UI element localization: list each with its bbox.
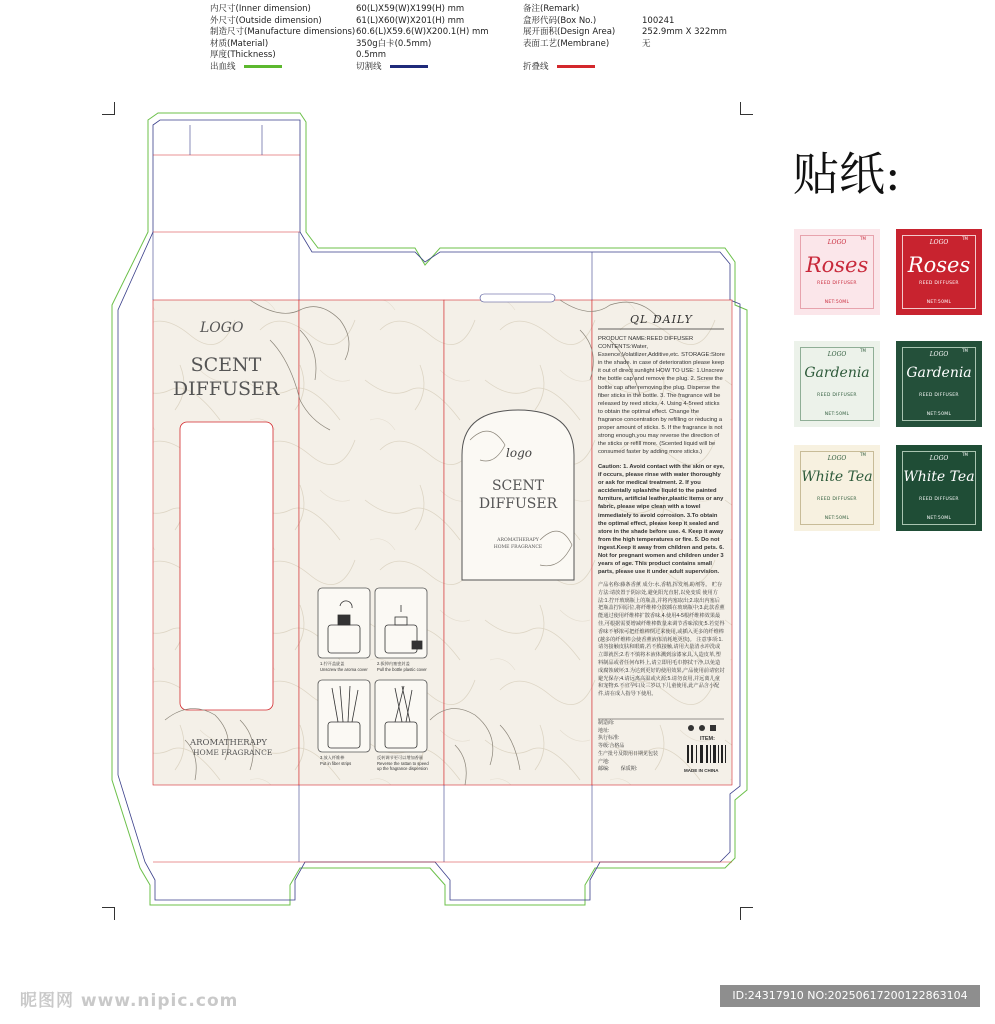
- spec-label: 外尺寸(Outside dimension): [210, 15, 322, 26]
- sticker-logo: LOGO: [827, 239, 847, 246]
- recycle-icons: [688, 725, 716, 731]
- window-cutout: [180, 422, 273, 710]
- legend-label: 折叠线: [523, 61, 549, 72]
- caution-english: Caution: 1. Avoid contact with the skin or eye, if occurs, please rinse with water thoroughly or ask for medical treatment. 2. If you accidentally splashthe liquid to the painted furniture, artificial leather,plastic items or any fabric, please wipe clean with a towel immediately to avoid corrosion. 3.To obtain the optimal effect, please keep it sealed and store in the shade before use. 4. Keep it away from the high temperatures or fire. 5. Do not ingest.Keep it away from children and pets. 6. Not for pregnant women and children under 3 years of age. This product contains small parts, please use it under adult supervision.: [598, 464, 725, 576]
- sticker-subtitle: REED DIFFUSER: [919, 497, 959, 502]
- sticker-logo: LOGO: [827, 351, 847, 358]
- spec-label: 表面工艺(Membrane): [523, 38, 610, 49]
- spec-label: 厚度(Thickness): [210, 50, 276, 61]
- spec-label: 备注(Remark): [523, 4, 580, 14]
- meta-line: 制造商:: [598, 720, 615, 726]
- sticker-net: NET:50ML: [926, 412, 952, 417]
- sticker-net: NET:50ML: [926, 300, 952, 305]
- spec-label: 内尺寸(Inner dimension): [210, 4, 311, 14]
- meta-line: 执行标准:: [598, 735, 620, 742]
- arch-logo: logo: [506, 446, 532, 460]
- meta-line: 生产批号及限用日期见包装: [598, 750, 659, 757]
- sticker-net: NET:50ML: [926, 516, 952, 521]
- front-bottom-line1: AROMATHERAPY: [190, 738, 268, 748]
- sticker-name: Gardenia: [804, 365, 870, 381]
- sticker-subtitle: REED DIFFUSER: [919, 393, 959, 398]
- step-caption-cn: 1.拧开盖旋盖: [320, 661, 345, 666]
- sticker-border: [902, 347, 976, 421]
- spec-value: 350g白卡(0.5mm): [356, 38, 432, 49]
- sticker-net: NET:50ML: [824, 300, 850, 305]
- sticker-card: [896, 229, 982, 315]
- spec-label: 制造尺寸(Manufacture dimensions): [210, 27, 356, 38]
- sticker-tm: TM: [962, 452, 968, 457]
- spec-label: 材质(Material): [210, 38, 269, 49]
- meta-line: 地址:: [598, 727, 610, 734]
- legend-label: 出血线: [210, 61, 236, 72]
- step-caption-cn: 2.拔掉内塞密封盖: [377, 661, 410, 666]
- sticker-subtitle: REED DIFFUSER: [817, 393, 857, 398]
- sticker-subtitle: REED DIFFUSER: [817, 497, 857, 502]
- step-caption-en: Unscrew the aroma cover: [320, 666, 368, 672]
- info-english: PRODUCT NAME:REED DIFFUSER CONTENTS:Water, Essence,Volatilizer,Additive,etc. STORAGE:Store in the shade. in case of deterioration please keep it out of direct sunlight HOW TO USE: 1.Unscrew the bottle cap and remove the plug. 2. Screw the bottle cap after removing the plug. Disperse the fiber sticks in the bottle. 3. The fragrance will be released by reed sticks. 4. Using 4-5reed sticks to obtain the optimal effect. Change the fragrance concentration by refilling or reducing a proper amount of sticks. 5. If the fragrance is not strong enough,you may reverse the direction of the sticks or refill more. (Scented liquid will be consumed faster by adding more sticks.): [598, 336, 725, 456]
- sticker-name: White Tea: [801, 469, 873, 485]
- front-title-line1: SCENT: [190, 354, 262, 376]
- step-caption-en: Pull the bottle plastic cover: [377, 666, 427, 672]
- sticker-card: [896, 445, 982, 531]
- sticker-net: NET:50ML: [824, 516, 850, 521]
- sticker-name: Roses: [805, 253, 869, 277]
- hang-slot: [480, 294, 555, 302]
- step-3-caption: [320, 755, 372, 766]
- spec-label: 盒形代码(Box No.): [523, 15, 597, 26]
- sticker-card: [896, 341, 982, 427]
- sticker-heading: 贴纸:: [793, 147, 901, 201]
- arch-sub-line1: AROMATHERAPY: [497, 538, 539, 543]
- step-caption-cn: 3.放入纤维棒: [320, 755, 345, 760]
- front-bottom-line2: HOME FRAGRANCE: [193, 748, 273, 757]
- sticker-logo: LOGO: [827, 455, 847, 462]
- sticker-tm: TM: [962, 236, 968, 241]
- step-box: [318, 680, 370, 752]
- arch-title-line1: SCENT: [491, 478, 545, 494]
- step-1-caption: [320, 661, 372, 672]
- front-logo: LOGO: [200, 320, 244, 336]
- meta-line: 产地:: [598, 758, 610, 765]
- sticker-logo: LOGO: [929, 455, 949, 462]
- image-id-badge: ID:24317910 NO:20250617200122863104: [720, 985, 980, 1007]
- sticker-tm: TM: [962, 348, 968, 353]
- spec-value: 100241: [642, 15, 675, 26]
- info-chinese: 产品名称:藤条香薰 成分:水,香精,挥发剂,助剂等。 贮存方法:请放置于阴凉处,避免阳光直射,以免变质 使用方法:1.拧开玻璃瓶上的瓶盖,并将内塞取出;2.取出内塞后把瓶盖拧回原位,将纤维棒分散插在玻璃瓶中;3.此款香薰能通过使用纤维棒扩散香味,4.使用4-5根纤维棒效果最佳,可根据需要增减纤维棒数量来调节香味浓度;5.若觉得香味不够浓可把纤维棒倒过来使用,或插入更多的纤维棒(越多的纤维棒会使香薰液体消耗地更快)。 注意事项:1.请勿接触皮肤和眼睛,若不慎接触,请用大量清水冲洗或立即就医;2.若不慎将本液体溅到涂漆家具,人造皮革,塑料制品或者任何布料上,请立即用毛巾擦拭干净,以免造成腐蚀破坏;3.为达到更好的使用效果,产品使用前请密封避光保存;4.请远离高温或火源;5.请勿食用,并远离儿童和宠物;6.不宜孕妇及三岁以下儿童使用,此产品含小配件,请在成人指导下使用。: [598, 582, 725, 698]
- spec-value: 0.5mm: [356, 50, 387, 61]
- sticker-name: Gardenia: [906, 365, 972, 381]
- step-caption-en: Reverse the rattan to speed up the fragrance dispersion: [377, 760, 429, 771]
- sticker-tm: TM: [860, 236, 866, 241]
- sticker-name: Roses: [907, 253, 971, 277]
- brand-name: QL DAILY: [630, 313, 693, 326]
- front-title-line2: DIFFUSER: [172, 378, 280, 400]
- manufacturer-meta: [598, 720, 683, 774]
- sticker-border: [902, 451, 976, 525]
- spec-value: 252.9mm X 322mm: [642, 27, 727, 38]
- legend-label: 切割线: [356, 61, 382, 72]
- sticker-net: NET:50ML: [824, 412, 850, 417]
- meta-line: 保质期:: [620, 766, 638, 773]
- spec-value: 60(L)X59(W)X199(H) mm: [356, 4, 465, 14]
- sticker-subtitle: REED DIFFUSER: [919, 281, 959, 286]
- sticker-card: [794, 341, 880, 427]
- item-label: ITEM:: [700, 736, 715, 742]
- meta-line: 等级:合格品: [598, 743, 625, 750]
- sticker-card: [794, 229, 880, 315]
- sticker-border: [800, 347, 874, 421]
- made-in-label: MADE IN CHINA: [684, 768, 719, 773]
- spec-value: 60.6(L)X59.6(W)X200.1(H) mm: [356, 27, 489, 38]
- arch-title-line2: DIFFUSER: [478, 496, 558, 512]
- sticker-logo: LOGO: [929, 239, 949, 246]
- spec-label: 展开面积(Design Area): [523, 27, 616, 38]
- spec-value: 无: [642, 38, 651, 49]
- arch-sub-line2: HOME FRAGRANCE: [493, 545, 543, 550]
- spec-value: 61(L)X60(W)X201(H) mm: [356, 15, 465, 26]
- step-2-caption: [377, 661, 429, 672]
- step-caption-cn: 反转调节更可以增加香量: [377, 755, 424, 760]
- meta-line: 邮编:: [598, 766, 610, 773]
- watermark: 昵图网 www.nipic.com: [20, 991, 239, 1011]
- sticker-border: [800, 451, 874, 525]
- step-4-caption: [377, 755, 433, 772]
- arch-frame: [462, 410, 574, 580]
- sticker-logo: LOGO: [929, 351, 949, 358]
- sticker-card: [794, 445, 880, 531]
- sticker-tm: TM: [860, 348, 866, 353]
- sticker-subtitle: REED DIFFUSER: [817, 281, 857, 286]
- sticker-name: White Tea: [903, 469, 975, 485]
- sticker-tm: TM: [860, 452, 866, 457]
- step-caption-en: Put in fiber strips: [320, 760, 352, 766]
